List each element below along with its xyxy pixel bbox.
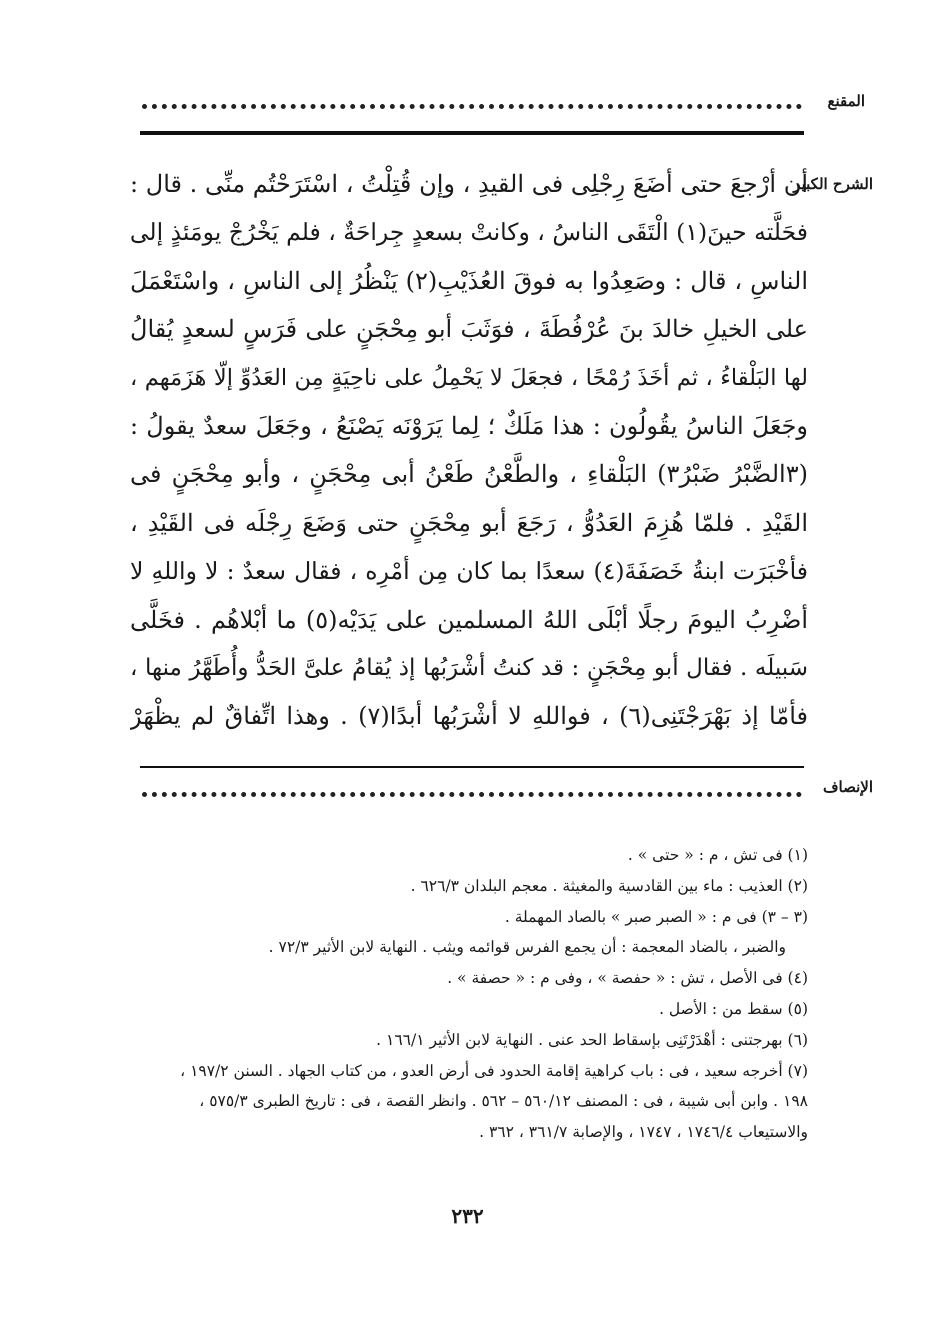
text-line: القَيْدِ . فلمّا هُزِمَ العَدُوُّ ، رَجَعَ أبو مِحْجَنٍ حتى وَضَعَ رِجْلَه فى القَيْدِ ، xyxy=(130,508,808,537)
text-line: الناسِ ، قال : وصَعِدُوا به فوقَ العُذَيْبِ(٢) يَنْظُرُ إلى الناسِ ، واسْتَعْمَلَ xyxy=(130,266,808,295)
footnote: ١٩٨ . وابن أبى شيبة ، فى : المصنف ٥٦٠/١٢ – ٥٦٢ . وانظر القصة ، فى : تاريخ الطبرى ٥٧٥/٣ ، xyxy=(199,1092,808,1111)
section-rule xyxy=(140,766,804,768)
footnote: (١) فى تش ، م : « حتى » . xyxy=(627,846,808,864)
text-line: لها البَلْقاءُ ، ثم أخَذَ رُمْحًا ، فجعَلَ لا يَحْمِلُ على ناحِيَةٍ مِن العَدُوِّ إلّا هَزَمَهم ، xyxy=(130,364,808,391)
footnote: (٦) بهرجتنى : أهْدَرْتَنِى بإسقاط الحد عنى . النهاية لابن الأثير ١٦٦/١ . xyxy=(376,1030,808,1049)
text-line: فحَلَّته حينَ(١) الْتَقَى الناسُ ، وكانتْ بسعدٍ جِراحَةٌ ، فلم يَخْرُجْ يومَئذٍ إلى xyxy=(130,218,808,247)
insaf-label: الإنصاف xyxy=(822,778,873,796)
page-number: ٢٣٢ xyxy=(451,1204,484,1228)
text-line: وجَعَلَ الناسُ يقُولُون : هذا مَلَكٌ ؛ لِما يَرَوْنَه يَصْنَعُ ، وجَعَلَ سعدٌ يقولُ : xyxy=(130,411,808,440)
footnote: (٣ – ٣) فى م : « الصبر صبر » بالصاد المهملة . xyxy=(504,907,808,926)
header-dotted-line xyxy=(142,104,802,109)
text-line: على الخيلِ خالدَ بنَ عُرْفُطَةَ ، فوَثَبَ أبو مِحْجَنٍ على فَرَسٍ لسعدٍ يُقالُ xyxy=(130,315,808,344)
footnote: (٧) أخرجه سعيد ، فى : باب كراهية إقامة الحدود فى أرض العدو ، من كتاب الجهاد . السنن ١٩٧/٢ ، xyxy=(180,1061,808,1080)
footnote: والاستيعاب ١٧٤٦/٤ ، ١٧٤٧ ، والإصابة ٣٦١/٧ ، ٣٦٢ . xyxy=(479,1123,808,1142)
commentary-label: الشرح الكبير xyxy=(793,175,873,193)
footnote: (٤) فى الأصل ، تش : « حفصة » ، وفى م : « حصفة » . xyxy=(447,969,808,988)
main-text xyxy=(130,160,808,741)
text-line: (٣الضَّبْرُ ضَبْرُ٣) البَلْقاءِ ، والطَّعْنُ طَعْنُ أبى مِحْجَنٍ ، وأبو مِحْجَنٍ فى xyxy=(130,460,808,489)
text-line: سَبيلَه . فقال أبو مِحْجَنٍ : قد كنتُ أشْرَبُها إذ يُقامُ علىَّ الحَدُّ وأُطَهَّرُ منها ، xyxy=(130,654,808,681)
text-line: أن أرْجعَ حتى أضَعَ رِجْلِى فى القيدِ ، وإن قُتِلْتُ ، اسْتَرَحْتُم منِّى . قال : xyxy=(130,170,808,198)
book-title: المقنع xyxy=(827,92,865,110)
footnotes xyxy=(118,840,808,1148)
text-line: أضْرِبُ اليومَ رجلًا أبْلَى اللهُ المسلمين على يَدَيْه(٥) ما أبْلاهُم . فخَلَّى xyxy=(130,605,808,634)
insaf-dotted-line xyxy=(142,792,802,797)
footnote: (٥) سقط من : الأصل . xyxy=(659,999,808,1018)
footnote: (٢) العذيب : ماء بين القادسية والمغيثة . معجم البلدان ٦٢٦/٣ . xyxy=(410,876,808,895)
header-rule xyxy=(140,131,804,135)
text-line: فأخْبَرَت ابنةُ خَصَفَةَ(٤) سعدًا بما كان مِن أمْرِه ، فقال سعدٌ : لا واللهِ لا xyxy=(130,557,808,586)
text-line: فأمّا إذ بَهْرَجْتَنِى(٦) ، فواللهِ لا أشْرَبُها أبدًا(٧) . وهذا اتِّفاقٌ لم يظْهَرْ xyxy=(130,702,808,731)
footnote: والضبر ، بالضاد المعجمة : أن يجمع الفرس قوائمه ويثب . النهاية لابن الأثير ٧٢/٣ . xyxy=(268,938,786,957)
